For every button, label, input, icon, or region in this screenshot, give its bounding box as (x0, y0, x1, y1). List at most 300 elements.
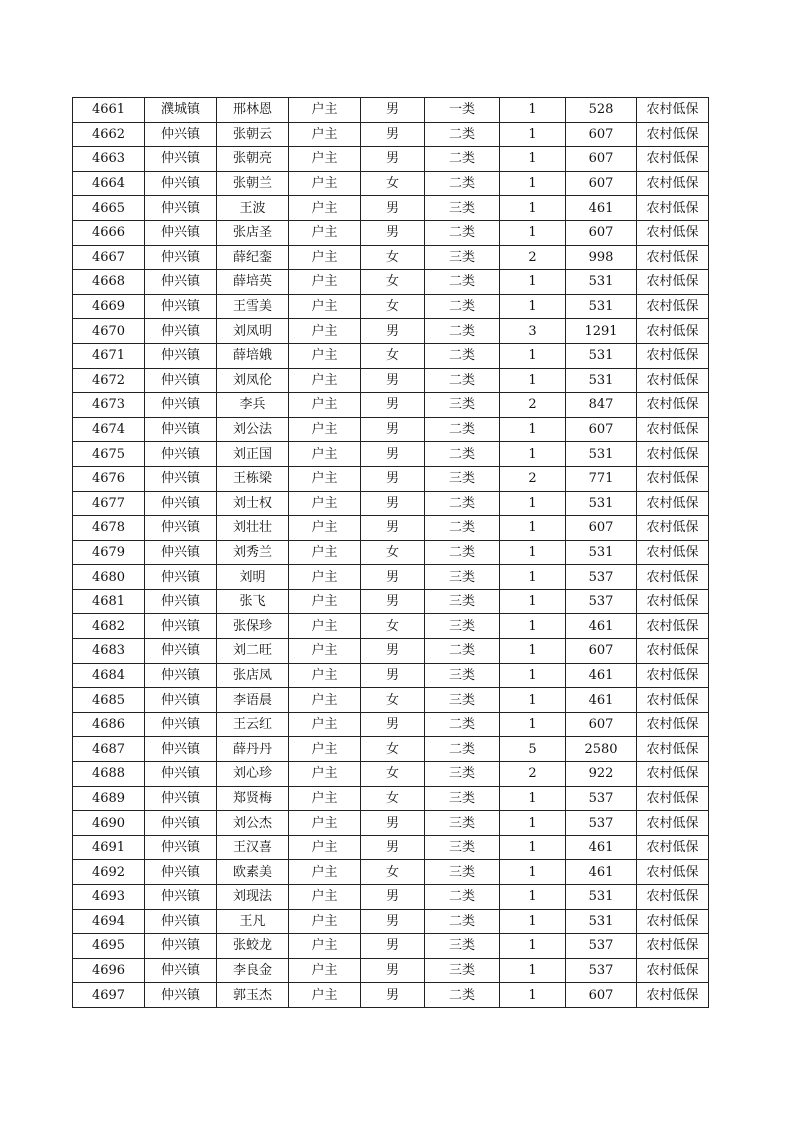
household-size-cell: 1 (500, 368, 566, 393)
relation-cell: 户主 (289, 343, 361, 368)
gender-cell: 女 (361, 688, 425, 713)
name-cell: 刘公杰 (217, 811, 289, 836)
program-type-cell: 农村低保 (637, 737, 709, 762)
category-cell: 二类 (425, 294, 500, 319)
program-type-cell: 农村低保 (637, 663, 709, 688)
table-row (73, 368, 709, 393)
serial-number-cell: 4664 (73, 171, 145, 196)
table-row (73, 885, 709, 910)
table-row (73, 343, 709, 368)
gender-cell: 女 (361, 540, 425, 565)
township-cell: 仲兴镇 (145, 516, 217, 541)
gender-cell: 男 (361, 393, 425, 418)
amount-cell: 537 (566, 958, 637, 983)
category-cell: 二类 (425, 417, 500, 442)
program-type-cell: 农村低保 (637, 147, 709, 172)
gender-cell: 男 (361, 712, 425, 737)
relation-cell: 户主 (289, 294, 361, 319)
household-size-cell: 1 (500, 171, 566, 196)
name-cell: 张店凤 (217, 663, 289, 688)
household-size-cell: 1 (500, 417, 566, 442)
amount-cell: 607 (566, 712, 637, 737)
gender-cell: 女 (361, 294, 425, 319)
program-type-cell: 农村低保 (637, 98, 709, 123)
township-cell: 仲兴镇 (145, 294, 217, 319)
amount-cell: 537 (566, 811, 637, 836)
township-cell: 濮城镇 (145, 98, 217, 123)
program-type-cell: 农村低保 (637, 811, 709, 836)
serial-number-cell: 4682 (73, 614, 145, 639)
serial-number-cell: 4691 (73, 835, 145, 860)
serial-number-cell: 4661 (73, 98, 145, 123)
name-cell: 郑贤梅 (217, 786, 289, 811)
relation-cell: 户主 (289, 147, 361, 172)
category-cell: 二类 (425, 885, 500, 910)
amount-cell: 531 (566, 343, 637, 368)
household-size-cell: 1 (500, 343, 566, 368)
name-cell: 刘壮壮 (217, 516, 289, 541)
relation-cell: 户主 (289, 589, 361, 614)
name-cell: 刘凤伦 (217, 368, 289, 393)
program-type-cell: 农村低保 (637, 393, 709, 418)
gender-cell: 女 (361, 171, 425, 196)
table-row (73, 171, 709, 196)
township-cell: 仲兴镇 (145, 909, 217, 934)
serial-number-cell: 4677 (73, 491, 145, 516)
relation-cell: 户主 (289, 786, 361, 811)
amount-cell: 847 (566, 393, 637, 418)
name-cell: 薛丹丹 (217, 737, 289, 762)
gender-cell: 女 (361, 343, 425, 368)
category-cell: 三类 (425, 466, 500, 491)
township-cell: 仲兴镇 (145, 712, 217, 737)
household-size-cell: 1 (500, 442, 566, 467)
table-row (73, 860, 709, 885)
township-cell: 仲兴镇 (145, 122, 217, 147)
category-cell: 三类 (425, 688, 500, 713)
program-type-cell: 农村低保 (637, 934, 709, 959)
category-cell: 三类 (425, 762, 500, 787)
program-type-cell: 农村低保 (637, 639, 709, 664)
household-size-cell: 1 (500, 909, 566, 934)
gender-cell: 男 (361, 958, 425, 983)
serial-number-cell: 4671 (73, 343, 145, 368)
township-cell: 仲兴镇 (145, 589, 217, 614)
amount-cell: 531 (566, 294, 637, 319)
program-type-cell: 农村低保 (637, 762, 709, 787)
name-cell: 薛培娥 (217, 343, 289, 368)
relation-cell: 户主 (289, 811, 361, 836)
name-cell: 郭玉杰 (217, 983, 289, 1008)
category-cell: 二类 (425, 712, 500, 737)
township-cell: 仲兴镇 (145, 417, 217, 442)
relation-cell: 户主 (289, 737, 361, 762)
township-cell: 仲兴镇 (145, 368, 217, 393)
township-cell: 仲兴镇 (145, 491, 217, 516)
serial-number-cell: 4675 (73, 442, 145, 467)
program-type-cell: 农村低保 (637, 688, 709, 713)
category-cell: 三类 (425, 934, 500, 959)
table-row (73, 466, 709, 491)
relation-cell: 户主 (289, 909, 361, 934)
category-cell: 二类 (425, 491, 500, 516)
serial-number-cell: 4695 (73, 934, 145, 959)
gender-cell: 男 (361, 639, 425, 664)
name-cell: 李良金 (217, 958, 289, 983)
gender-cell: 女 (361, 245, 425, 270)
serial-number-cell: 4688 (73, 762, 145, 787)
relation-cell: 户主 (289, 516, 361, 541)
township-cell: 仲兴镇 (145, 220, 217, 245)
category-cell: 二类 (425, 540, 500, 565)
serial-number-cell: 4665 (73, 196, 145, 221)
household-size-cell: 1 (500, 147, 566, 172)
name-cell: 刘秀兰 (217, 540, 289, 565)
program-type-cell: 农村低保 (637, 270, 709, 295)
household-size-cell: 2 (500, 466, 566, 491)
township-cell: 仲兴镇 (145, 885, 217, 910)
name-cell: 张店圣 (217, 220, 289, 245)
amount-cell: 607 (566, 639, 637, 664)
table-row (73, 294, 709, 319)
name-cell: 李兵 (217, 393, 289, 418)
category-cell: 三类 (425, 393, 500, 418)
relation-cell: 户主 (289, 885, 361, 910)
amount-cell: 607 (566, 983, 637, 1008)
name-cell: 薛培英 (217, 270, 289, 295)
name-cell: 王雪美 (217, 294, 289, 319)
township-cell: 仲兴镇 (145, 934, 217, 959)
township-cell: 仲兴镇 (145, 466, 217, 491)
category-cell: 一类 (425, 98, 500, 123)
relation-cell: 户主 (289, 466, 361, 491)
household-size-cell: 1 (500, 220, 566, 245)
program-type-cell: 农村低保 (637, 614, 709, 639)
serial-number-cell: 4669 (73, 294, 145, 319)
gender-cell: 男 (361, 983, 425, 1008)
amount-cell: 537 (566, 786, 637, 811)
gender-cell: 男 (361, 909, 425, 934)
program-type-cell: 农村低保 (637, 516, 709, 541)
gender-cell: 男 (361, 885, 425, 910)
amount-cell: 531 (566, 909, 637, 934)
amount-cell: 607 (566, 171, 637, 196)
category-cell: 三类 (425, 196, 500, 221)
table-row (73, 737, 709, 762)
household-size-cell: 1 (500, 885, 566, 910)
table-row (73, 958, 709, 983)
table-row (73, 663, 709, 688)
township-cell: 仲兴镇 (145, 688, 217, 713)
category-cell: 二类 (425, 122, 500, 147)
table-row (73, 270, 709, 295)
table-row (73, 762, 709, 787)
serial-number-cell: 4679 (73, 540, 145, 565)
amount-cell: 531 (566, 442, 637, 467)
relation-cell: 户主 (289, 958, 361, 983)
program-type-cell: 农村低保 (637, 958, 709, 983)
township-cell: 仲兴镇 (145, 614, 217, 639)
category-cell: 三类 (425, 589, 500, 614)
name-cell: 张保珍 (217, 614, 289, 639)
household-size-cell: 1 (500, 712, 566, 737)
household-size-cell: 2 (500, 393, 566, 418)
category-cell: 二类 (425, 983, 500, 1008)
table-row (73, 147, 709, 172)
name-cell: 邢林恩 (217, 98, 289, 123)
serial-number-cell: 4674 (73, 417, 145, 442)
relation-cell: 户主 (289, 220, 361, 245)
township-cell: 仲兴镇 (145, 663, 217, 688)
gender-cell: 男 (361, 934, 425, 959)
name-cell: 王波 (217, 196, 289, 221)
gender-cell: 男 (361, 589, 425, 614)
township-cell: 仲兴镇 (145, 565, 217, 590)
township-cell: 仲兴镇 (145, 786, 217, 811)
relation-cell: 户主 (289, 196, 361, 221)
township-cell: 仲兴镇 (145, 442, 217, 467)
amount-cell: 1291 (566, 319, 637, 344)
category-cell: 三类 (425, 663, 500, 688)
gender-cell: 男 (361, 319, 425, 344)
serial-number-cell: 4681 (73, 589, 145, 614)
program-type-cell: 农村低保 (637, 245, 709, 270)
serial-number-cell: 4670 (73, 319, 145, 344)
name-cell: 张蛟龙 (217, 934, 289, 959)
name-cell: 欧素美 (217, 860, 289, 885)
gender-cell: 男 (361, 466, 425, 491)
amount-cell: 607 (566, 516, 637, 541)
category-cell: 二类 (425, 343, 500, 368)
household-size-cell: 2 (500, 762, 566, 787)
household-size-cell: 1 (500, 196, 566, 221)
serial-number-cell: 4685 (73, 688, 145, 713)
amount-cell: 461 (566, 688, 637, 713)
amount-cell: 537 (566, 934, 637, 959)
household-size-cell: 1 (500, 614, 566, 639)
amount-cell: 461 (566, 860, 637, 885)
name-cell: 薛纪銮 (217, 245, 289, 270)
name-cell: 王栋梁 (217, 466, 289, 491)
household-size-cell: 1 (500, 934, 566, 959)
relation-cell: 户主 (289, 663, 361, 688)
relation-cell: 户主 (289, 442, 361, 467)
category-cell: 三类 (425, 614, 500, 639)
table-row (73, 688, 709, 713)
amount-cell: 998 (566, 245, 637, 270)
category-cell: 二类 (425, 220, 500, 245)
relation-cell: 户主 (289, 983, 361, 1008)
relation-cell: 户主 (289, 540, 361, 565)
amount-cell: 2580 (566, 737, 637, 762)
category-cell: 二类 (425, 147, 500, 172)
category-cell: 二类 (425, 639, 500, 664)
program-type-cell: 农村低保 (637, 442, 709, 467)
category-cell: 二类 (425, 270, 500, 295)
household-size-cell: 1 (500, 860, 566, 885)
name-cell: 刘正国 (217, 442, 289, 467)
serial-number-cell: 4667 (73, 245, 145, 270)
gender-cell: 男 (361, 811, 425, 836)
serial-number-cell: 4689 (73, 786, 145, 811)
serial-number-cell: 4690 (73, 811, 145, 836)
serial-number-cell: 4684 (73, 663, 145, 688)
household-size-cell: 1 (500, 811, 566, 836)
relation-cell: 户主 (289, 393, 361, 418)
household-size-cell: 1 (500, 294, 566, 319)
table-row (73, 442, 709, 467)
serial-number-cell: 4662 (73, 122, 145, 147)
gender-cell: 男 (361, 98, 425, 123)
township-cell: 仲兴镇 (145, 319, 217, 344)
amount-cell: 607 (566, 147, 637, 172)
household-size-cell: 1 (500, 958, 566, 983)
gender-cell: 男 (361, 516, 425, 541)
program-type-cell: 农村低保 (637, 319, 709, 344)
serial-number-cell: 4693 (73, 885, 145, 910)
gender-cell: 男 (361, 220, 425, 245)
amount-cell: 461 (566, 196, 637, 221)
name-cell: 王汉喜 (217, 835, 289, 860)
township-cell: 仲兴镇 (145, 958, 217, 983)
relation-cell: 户主 (289, 565, 361, 590)
program-type-cell: 农村低保 (637, 417, 709, 442)
program-type-cell: 农村低保 (637, 885, 709, 910)
relation-cell: 户主 (289, 319, 361, 344)
household-size-cell: 1 (500, 565, 566, 590)
relation-cell: 户主 (289, 934, 361, 959)
program-type-cell: 农村低保 (637, 786, 709, 811)
gender-cell: 女 (361, 614, 425, 639)
amount-cell: 461 (566, 614, 637, 639)
category-cell: 二类 (425, 737, 500, 762)
serial-number-cell: 4692 (73, 860, 145, 885)
relation-cell: 户主 (289, 860, 361, 885)
table-row (73, 220, 709, 245)
table-row (73, 589, 709, 614)
name-cell: 张朝云 (217, 122, 289, 147)
serial-number-cell: 4697 (73, 983, 145, 1008)
category-cell: 三类 (425, 958, 500, 983)
gender-cell: 男 (361, 196, 425, 221)
program-type-cell: 农村低保 (637, 368, 709, 393)
table-row (73, 122, 709, 147)
relation-cell: 户主 (289, 639, 361, 664)
table-row (73, 393, 709, 418)
amount-cell: 461 (566, 663, 637, 688)
relation-cell: 户主 (289, 712, 361, 737)
gender-cell: 男 (361, 663, 425, 688)
amount-cell: 531 (566, 368, 637, 393)
gender-cell: 男 (361, 491, 425, 516)
name-cell: 刘明 (217, 565, 289, 590)
amount-cell: 531 (566, 491, 637, 516)
household-size-cell: 1 (500, 540, 566, 565)
relation-cell: 户主 (289, 98, 361, 123)
township-cell: 仲兴镇 (145, 835, 217, 860)
gender-cell: 女 (361, 786, 425, 811)
serial-number-cell: 4683 (73, 639, 145, 664)
township-cell: 仲兴镇 (145, 171, 217, 196)
gender-cell: 男 (361, 147, 425, 172)
program-type-cell: 农村低保 (637, 196, 709, 221)
amount-cell: 461 (566, 835, 637, 860)
table-row (73, 835, 709, 860)
serial-number-cell: 4694 (73, 909, 145, 934)
household-size-cell: 2 (500, 245, 566, 270)
relation-cell: 户主 (289, 835, 361, 860)
relation-cell: 户主 (289, 245, 361, 270)
table-row (73, 786, 709, 811)
township-cell: 仲兴镇 (145, 270, 217, 295)
program-type-cell: 农村低保 (637, 540, 709, 565)
township-cell: 仲兴镇 (145, 983, 217, 1008)
program-type-cell: 农村低保 (637, 589, 709, 614)
program-type-cell: 农村低保 (637, 466, 709, 491)
amount-cell: 771 (566, 466, 637, 491)
category-cell: 二类 (425, 319, 500, 344)
amount-cell: 922 (566, 762, 637, 787)
program-type-cell: 农村低保 (637, 294, 709, 319)
township-cell: 仲兴镇 (145, 196, 217, 221)
category-cell: 三类 (425, 835, 500, 860)
amount-cell: 528 (566, 98, 637, 123)
program-type-cell: 农村低保 (637, 565, 709, 590)
program-type-cell: 农村低保 (637, 860, 709, 885)
township-cell: 仲兴镇 (145, 737, 217, 762)
program-type-cell: 农村低保 (637, 983, 709, 1008)
category-cell: 三类 (425, 811, 500, 836)
table-row (73, 516, 709, 541)
serial-number-cell: 4663 (73, 147, 145, 172)
category-cell: 二类 (425, 368, 500, 393)
township-cell: 仲兴镇 (145, 860, 217, 885)
township-cell: 仲兴镇 (145, 147, 217, 172)
serial-number-cell: 4678 (73, 516, 145, 541)
township-cell: 仲兴镇 (145, 762, 217, 787)
name-cell: 刘现法 (217, 885, 289, 910)
category-cell: 二类 (425, 171, 500, 196)
relation-cell: 户主 (289, 614, 361, 639)
table-row (73, 245, 709, 270)
gender-cell: 女 (361, 737, 425, 762)
program-type-cell: 农村低保 (637, 343, 709, 368)
name-cell: 张朝亮 (217, 147, 289, 172)
table-row (73, 934, 709, 959)
table-row (73, 712, 709, 737)
gender-cell: 男 (361, 442, 425, 467)
name-cell: 刘公法 (217, 417, 289, 442)
table-row (73, 909, 709, 934)
household-size-cell: 1 (500, 639, 566, 664)
household-size-cell: 1 (500, 516, 566, 541)
township-cell: 仲兴镇 (145, 639, 217, 664)
household-size-cell: 1 (500, 663, 566, 688)
program-type-cell: 农村低保 (637, 712, 709, 737)
amount-cell: 537 (566, 589, 637, 614)
category-cell: 三类 (425, 860, 500, 885)
category-cell: 二类 (425, 909, 500, 934)
program-type-cell: 农村低保 (637, 220, 709, 245)
household-size-cell: 1 (500, 688, 566, 713)
serial-number-cell: 4696 (73, 958, 145, 983)
relation-cell: 户主 (289, 688, 361, 713)
household-size-cell: 1 (500, 98, 566, 123)
township-cell: 仲兴镇 (145, 245, 217, 270)
program-type-cell: 农村低保 (637, 909, 709, 934)
table-row (73, 614, 709, 639)
name-cell: 王云红 (217, 712, 289, 737)
